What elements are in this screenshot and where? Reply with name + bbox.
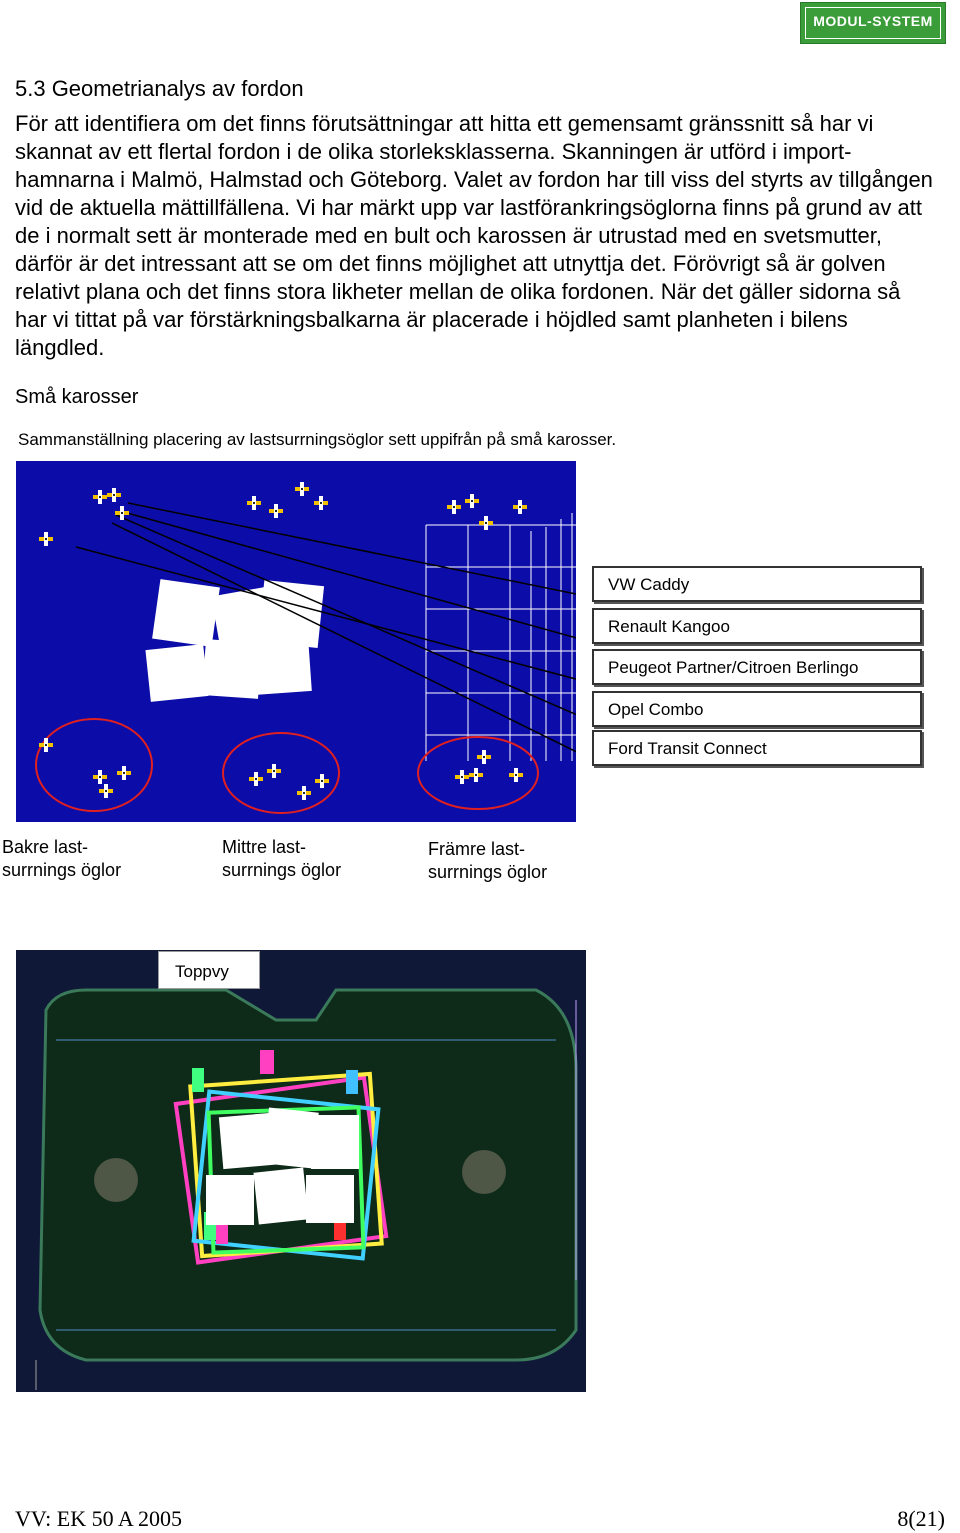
- footer-page-number: 8(21): [897, 1506, 945, 1531]
- legend-item-ford-transit-connect: Ford Transit Connect: [592, 730, 922, 766]
- logo-text: MODUL-SYSTEM: [813, 13, 933, 29]
- figure-caption: Sammanställning placering av lastsurrningsöglor sett uppifrån på små karosser.: [18, 430, 617, 449]
- eyelet-scan-figure: [16, 461, 576, 822]
- top-view-scan-figure: [16, 950, 586, 1392]
- eyelet-label-middle-line1: Mittre last-: [222, 837, 307, 857]
- pointer-lines: [76, 503, 576, 759]
- legend-item-renault-kangoo: Renault Kangoo: [592, 608, 922, 644]
- eyelet-scan-drawing: [16, 461, 576, 822]
- eyelet-label-middle-line2: surrnings öglor: [222, 860, 342, 880]
- eyelet-label-rear-line1: Bakre last-: [2, 837, 89, 857]
- highlight-rings: [36, 719, 538, 813]
- legend-item-opel-combo: Opel Combo: [592, 691, 922, 727]
- legend-item-vw-caddy: VW Caddy: [592, 566, 922, 602]
- subheading: Små karosser: [15, 386, 139, 408]
- eyelet-label-front-line2: surrnings öglor: [428, 862, 548, 882]
- eyelet-label-front: [428, 838, 547, 884]
- vehicle-overlays: [145, 579, 324, 702]
- footer-document-id: VV: EK 50 A 2005: [15, 1506, 183, 1531]
- eyelet-label-rear: [2, 836, 121, 882]
- section-heading: 5.3 Geometrianalys av fordon: [15, 76, 304, 101]
- legend-item-peugeot-partner: Peugeot Partner/Citroen Berlingo: [592, 649, 922, 685]
- grid-lines: [426, 513, 576, 761]
- top-view-label: Toppvy: [158, 951, 260, 989]
- eyelet-label-rear-line2: surrnings öglor: [2, 860, 122, 880]
- section-paragraph: För att identifiera om det finns förutsättningar att hitta ett gemensamt gränssnitt så har vi skannat av ett flertal fordon i de olika storleksklasserna. Skanningen är utförd i import-hamnarna i Malmö, Halmstad och Göteborg. Valet av fordon har till viss del styrts av tillgången vid de aktuella mättillfällena. Vi har märkt upp var lastförankringsöglorna finns på grund av att de i normalt sett är monterade med en bult och karossen är utrustad med en svetsmutter, därför är det intressant att se om det finns möjlighet att utnyttja det. Förövrigt så är golven relativt plana och det finns stora likheter mellan de olika fordonen. När det gäller sidorna så har vi tittat på var förstärkningsbalkarna är placerade i höjdled samt planheten i bilens längdled.: [15, 111, 933, 360]
- eyelet-label-middle: [222, 836, 341, 882]
- top-view-scan-drawing: [16, 950, 586, 1392]
- modul-system-logo: [800, 2, 946, 44]
- eyelet-label-front-line1: Främre last-: [428, 839, 526, 859]
